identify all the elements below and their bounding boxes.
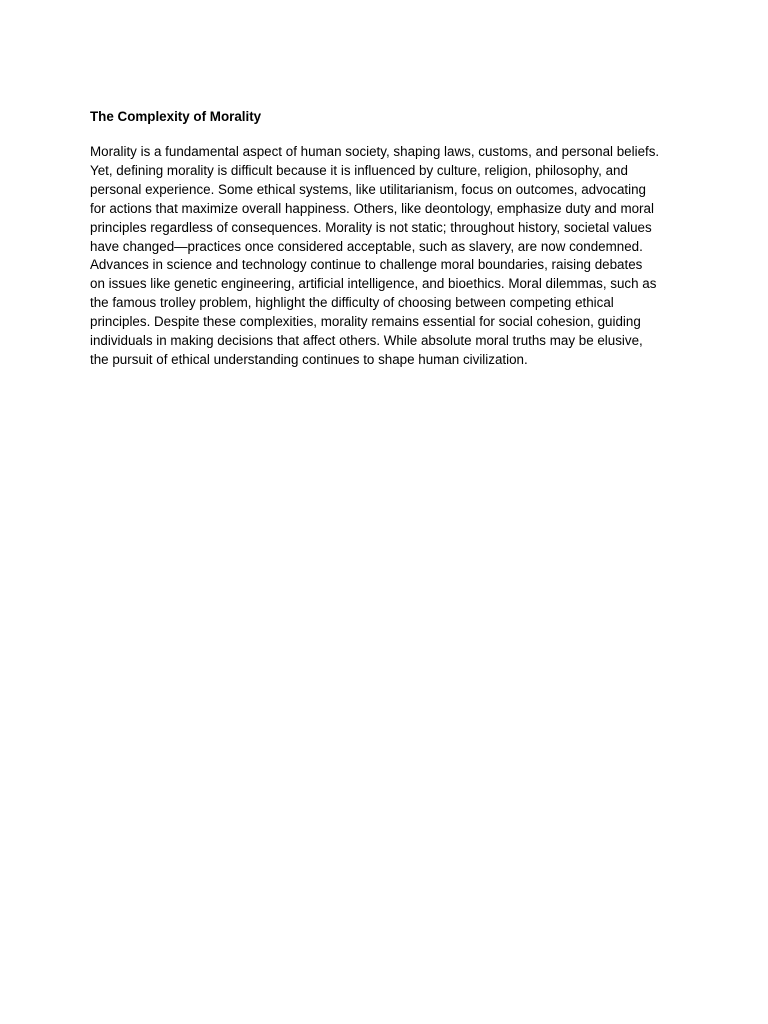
paragraph-line: the famous trolley problem, highlight the difficulty of choosing between competing ethical <box>90 295 614 311</box>
paragraph-line: principles. Despite these complexities, morality remains essential for social cohesion, guiding <box>90 314 641 330</box>
document-paragraph <box>90 143 659 370</box>
document-title: The Complexity of Morality <box>90 109 262 124</box>
paragraph-line: for actions that maximize overall happiness. Others, like deontology, emphasize duty and moral <box>90 200 654 216</box>
paragraph-line: principles regardless of consequences. Morality is not static; throughout history, societal values <box>90 219 652 235</box>
paragraph-line: Yet, defining morality is difficult because it is influenced by culture, religion, philosophy, and <box>90 162 628 178</box>
paragraph-line: Morality is a fundamental aspect of human society, shaping laws, customs, and personal beliefs. <box>90 144 660 159</box>
paragraph-line: Advances in science and technology continue to challenge moral boundaries, raising debates <box>90 257 643 273</box>
paragraph-line: have changed—practices once considered acceptable, such as slavery, are now condemned. <box>90 238 643 254</box>
paragraph-line: individuals in making decisions that affect others. While absolute moral truths may be elusive, <box>90 333 643 349</box>
paragraph-line: personal experience. Some ethical systems, like utilitarianism, focus on outcomes, advocating <box>90 181 646 197</box>
paragraph-line: the pursuit of ethical understanding continues to shape human civilization. <box>90 351 528 367</box>
paragraph-line: on issues like genetic engineering, artificial intelligence, and bioethics. Moral dilemmas, such as <box>90 276 657 292</box>
